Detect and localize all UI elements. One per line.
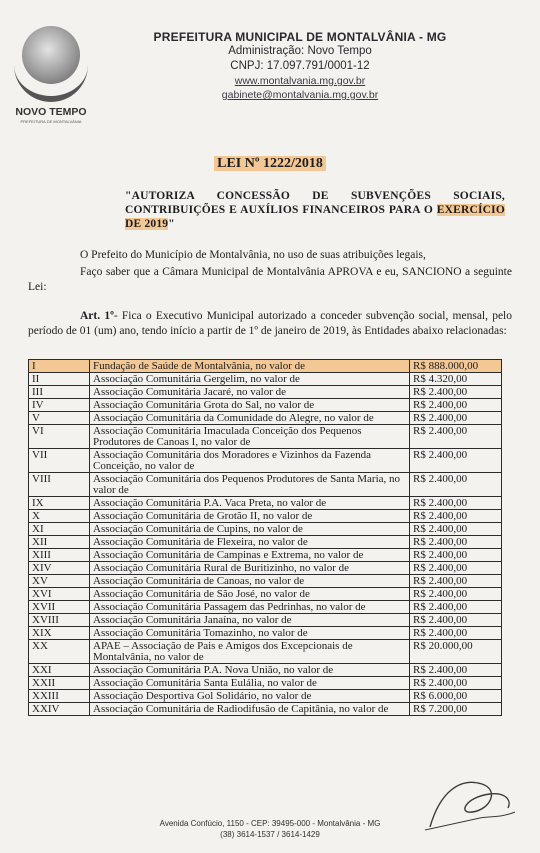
entity-number: II (29, 373, 90, 386)
entity-name: Associação Comunitária Jacaré, no valor de (90, 386, 410, 399)
footer (0, 818, 540, 840)
entity-row (29, 614, 502, 627)
ementa-highlight: EXERCÍCIO DE 2019 (125, 204, 505, 230)
entity-name: Associação Comunitária P.A. Vaca Preta, no valor de (90, 497, 410, 510)
entity-row (29, 523, 502, 536)
entity-name: Associação Comunitária Grota do Sal, no valor de (90, 399, 410, 412)
entity-value: R$ 2.400,00 (410, 536, 502, 549)
entity-row (29, 703, 502, 716)
entity-row (29, 664, 502, 677)
entity-value: R$ 4.320,00 (410, 373, 502, 386)
entity-row (29, 497, 502, 510)
entity-value: R$ 2.400,00 (410, 425, 502, 449)
entity-name: Associação Comunitária de Radiodifusão de Capitânia, no valor de (90, 703, 410, 716)
entity-number: XXIII (29, 690, 90, 703)
entity-value: R$ 6.000,00 (410, 690, 502, 703)
entity-number: XIII (29, 549, 90, 562)
entity-value: R$ 2.400,00 (410, 588, 502, 601)
entity-number: XV (29, 575, 90, 588)
entity-row (29, 536, 502, 549)
entity-value: R$ 2.400,00 (410, 386, 502, 399)
entity-number: IX (29, 497, 90, 510)
entity-name: Associação Comunitária de São José, no valor de (90, 588, 410, 601)
letterhead-website-link[interactable]: www.montalvania.mg.gov.br (234, 75, 366, 87)
entity-value: R$ 2.400,00 (410, 523, 502, 536)
entity-name: Fundação de Saúde de Montalvânia, no valor de (90, 360, 410, 373)
entity-number: XII (29, 536, 90, 549)
entity-number: XXII (29, 677, 90, 690)
entity-name: Associação Comunitária de Flexeira, no valor de (90, 536, 410, 549)
entity-number: XVIII (29, 614, 90, 627)
ementa-close: " (168, 218, 175, 230)
entity-number: IV (29, 399, 90, 412)
entity-value: R$ 20.000,00 (410, 640, 502, 664)
entity-row (29, 627, 502, 640)
entity-value: R$ 2.400,00 (410, 601, 502, 614)
novo-tempo-logo (8, 22, 94, 130)
entity-value: R$ 2.400,00 (410, 614, 502, 627)
entity-name: Associação Comunitária Janaína, no valor de (90, 614, 410, 627)
entity-row (29, 386, 502, 399)
letterhead-email-link[interactable]: gabinete@montalvania.mg.gov.br (221, 89, 379, 101)
entity-name: Associação Comunitária Rural de Buritizinho, no valor de (90, 562, 410, 575)
entity-name: Associação Comunitária dos Moradores e Vizinhos da Fazenda Conceição, no valor de (90, 449, 410, 473)
entity-row (29, 588, 502, 601)
entity-value: R$ 7.200,00 (410, 703, 502, 716)
entity-row (29, 425, 502, 449)
entity-row (29, 601, 502, 614)
entity-value: R$ 2.400,00 (410, 399, 502, 412)
entity-number: XVII (29, 601, 90, 614)
entity-name: Associação Comunitária de Grotão II, no valor de (90, 510, 410, 523)
entity-row (29, 562, 502, 575)
article-1-text: - Fica o Executivo Municipal autorizado a conceder subvenção social, mensal, pelo período de 01 (um) ano, tendo início a partir de 1º de janeiro de 2019, às Entidades abaixo relacionadas: (28, 310, 512, 337)
entity-row (29, 360, 502, 373)
entity-number: XXIV (29, 703, 90, 716)
entity-value: R$ 888.000,00 (410, 360, 502, 373)
entity-value: R$ 2.400,00 (410, 497, 502, 510)
entity-name: Associação Comunitária de Canoas, no valor de (90, 575, 410, 588)
entity-number: XIX (29, 627, 90, 640)
letterhead-cnpj: CNPJ: 17.097.791/0001-12 (230, 60, 370, 72)
entity-value: R$ 2.400,00 (410, 473, 502, 497)
entity-row (29, 640, 502, 664)
paragraph-prefeito: O Prefeito do Município de Montalvânia, no uso de suas atribuições legais, (80, 249, 426, 261)
entity-value: R$ 2.400,00 (410, 449, 502, 473)
entity-name: Associação Comunitária Imaculada Conceição dos Pequenos Produtores de Canoas I, no valor de (90, 425, 410, 449)
entity-name: Associação Comunitária Gergelim, no valor de (90, 373, 410, 386)
entity-number: XVI (29, 588, 90, 601)
law-ementa (125, 189, 505, 231)
entity-name: Associação Comunitária Passagem das Pedrinhas, no valor de (90, 601, 410, 614)
entity-number: XI (29, 523, 90, 536)
entity-value: R$ 2.400,00 (410, 510, 502, 523)
entity-number: XXI (29, 664, 90, 677)
entity-number: V (29, 412, 90, 425)
entity-value: R$ 2.400,00 (410, 575, 502, 588)
article-1-label: Art. 1º (80, 310, 114, 322)
entity-row (29, 449, 502, 473)
logo-subtitle: PREFEITURA DE MONTALVÂNIA (20, 119, 82, 124)
entity-row (29, 690, 502, 703)
article-1 (28, 309, 512, 339)
entity-name: Associação Comunitária da Comunidade do Alegre, no valor de (90, 412, 410, 425)
letterhead-title: PREFEITURA MUNICIPAL DE MONTALVÂNIA - MG (153, 30, 447, 44)
entity-value: R$ 2.400,00 (410, 562, 502, 575)
entity-name: APAE – Associação de Pais e Amigos dos Excepcionais de Montalvânia, no valor de (90, 640, 410, 664)
entity-row (29, 677, 502, 690)
law-number (0, 156, 540, 172)
entity-row (29, 399, 502, 412)
entity-row (29, 373, 502, 386)
entity-name: Associação Comunitária de Campinas e Extrema, no valor de (90, 549, 410, 562)
entity-number: VII (29, 449, 90, 473)
entity-number: XX (29, 640, 90, 664)
entity-number: VIII (29, 473, 90, 497)
entity-name: Associação Comunitária de Cupins, no valor de (90, 523, 410, 536)
entities-table (28, 359, 502, 716)
entity-name: Associação Comunitária P.A. Nova União, no valor de (90, 664, 410, 677)
entity-number: III (29, 386, 90, 399)
entity-number: XIV (29, 562, 90, 575)
entity-number: I (29, 360, 90, 373)
footer-phones: (38) 3614-1537 / 3614-1429 (220, 830, 320, 839)
ementa-main: "AUTORIZA CONCESSÃO DE SUBVENÇÕES SOCIAIS, CONTRIBUIÇÕES E AUXÍLIOS FINANCEIROS PARA O (125, 190, 505, 216)
entity-name: Associação Comunitária Santa Eulália, no valor de (90, 677, 410, 690)
entity-row (29, 575, 502, 588)
entity-number: X (29, 510, 90, 523)
entity-value: R$ 2.400,00 (410, 627, 502, 640)
entity-value: R$ 2.400,00 (410, 412, 502, 425)
letterhead (120, 30, 480, 102)
entity-value: R$ 2.400,00 (410, 664, 502, 677)
entity-name: Associação Comunitária dos Pequenos Produtores de Santa Maria, no valor de (90, 473, 410, 497)
entity-value: R$ 2.400,00 (410, 677, 502, 690)
footer-address: Avenida Confúcio, 1150 - CEP: 39495-000 - Montalvânia - MG (159, 819, 381, 828)
letterhead-administration: Administração: Novo Tempo (228, 45, 372, 57)
entity-row (29, 510, 502, 523)
paragraph-sanciono: Faço saber que a Câmara Municipal de Montalvânia APROVA e eu, SANCIONO a seguinte Lei: (28, 266, 512, 293)
logo-arc-icon (14, 60, 88, 102)
entity-name: Associação Comunitária Tomazinho, no valor de (90, 627, 410, 640)
law-number-text: LEI Nº 1222/2018 (214, 156, 326, 171)
logo-name: NOVO TEMPO (15, 106, 87, 118)
entity-row (29, 473, 502, 497)
entity-row (29, 412, 502, 425)
entity-value: R$ 2.400,00 (410, 549, 502, 562)
entity-row (29, 549, 502, 562)
entity-name: Associação Desportiva Gol Solidário, no valor de (90, 690, 410, 703)
entity-number: VI (29, 425, 90, 449)
